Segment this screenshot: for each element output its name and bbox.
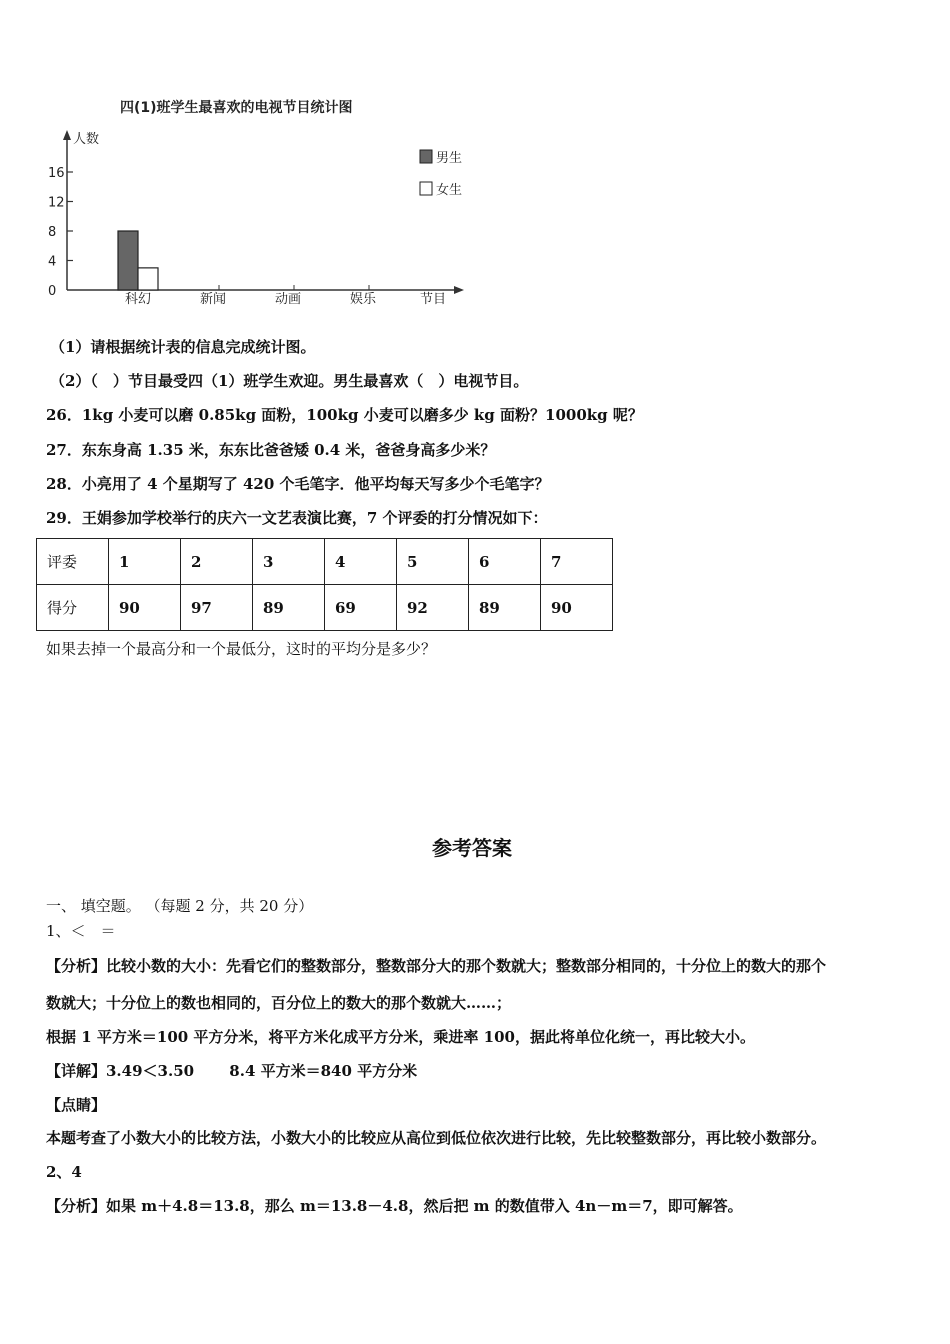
answer-1-analysis-line-2: 数就大；十分位上的数也相同的，百分位上的数大的那个数就大……； [46,994,512,1012]
answer-1: 1、＜ ＝ [46,922,116,940]
question-26: 26．1kg 小麦可以磨 0.85kg 面粉，100kg 小麦可以磨多少 kg 面粉？1000kg 呢？ [46,406,643,424]
answer-1-comment-heading: 【点睛】 [46,1096,107,1114]
answer-2-analysis: 【分析】如果 m＋4.8＝13.8，那么 m＝13.8－4.8，然后把 m 的数值带入 4n－m＝7，即可解答。 [46,1197,743,1215]
table-cell: 5 [397,539,469,585]
x-category-label: 科幻 [124,292,152,307]
question-25-part-1: （1）请根据统计表的信息完成统计图。 [50,338,316,356]
answer-1-analysis-line-3: 根据 1 平方米＝100 平方分米，将平方米化成平方分米，乘进率 100，据此将单位化统一，再比较大小。 [46,1028,755,1046]
table-cell-label: 得分 [37,585,109,631]
tv-program-bar-chart [40,90,480,315]
table-cell: 97 [181,585,253,631]
legend-girls-label: 女生 [436,183,463,198]
table-cell: 4 [325,539,397,585]
x-axis-arrow-icon [454,286,464,294]
x-category-label: 新闻 [199,292,227,307]
table-row-judges [37,539,613,585]
y-tick-label: 0 [48,284,57,299]
question-28: 28．小亮用了 4 个星期写了 420 个毛笔字．他平均每天写多少个毛笔字？ [46,475,550,493]
table-cell: 1 [109,539,181,585]
table-cell: 6 [469,539,541,585]
table-row-scores [37,585,613,631]
y-tick-label: 4 [48,254,57,270]
table-cell: 89 [253,585,325,631]
legend-boys-swatch [420,150,432,163]
table-cell: 2 [181,539,253,585]
y-axis-arrow-icon [63,130,71,140]
table-cell: 7 [541,539,613,585]
answer-1-analysis-line-1: 【分析】比较小数的大小：先看它们的整数部分，整数部分大的那个数就大；整数部分相同的，十分位上的数大的那个 [46,957,827,975]
answer-1-detail: 【详解】3.49＜3.50 8.4 平方米＝840 平方分米 [46,1062,418,1080]
table-cell-label: 评委 [37,539,109,585]
answers-title: 参考答案 [432,836,512,860]
table-cell: 89 [469,585,541,631]
y-tick-label: 16 [48,166,65,181]
table-cell: 92 [397,585,469,631]
score-table [36,538,613,631]
bar-girls [138,268,158,290]
y-axis-label: 人数 [73,132,100,147]
question-29: 29．王娟参加学校举行的庆六一文艺表演比赛，7 个评委的打分情况如下： [46,509,548,527]
x-axis-label: 节目 [420,292,447,307]
x-category-label: 娱乐 [349,292,377,307]
answers-section-1-heading: 一、 填空题。 （每题 2 分，共 20 分） [46,897,314,915]
table-cell: 3 [253,539,325,585]
table-cell: 69 [325,585,397,631]
question-25-part-2: （2）（ ）节目最受四（1）班学生欢迎。男生最喜欢（ ）电视节目。 [50,372,529,390]
table-cell: 90 [541,585,613,631]
question-29-follow-up: 如果去掉一个最高分和一个最低分，这时的平均分是多少？ [46,640,437,658]
question-27: 27．东东身高 1.35 米，东东比爸爸矮 0.4 米，爸爸身高多少米？ [46,441,496,459]
x-category-label: 动画 [274,292,302,307]
legend-boys-label: 男生 [436,151,463,166]
answer-2: 2、4 [46,1163,82,1181]
chart-title: 四(1)班学生最喜欢的电视节目统计图 [120,100,353,116]
table-cell: 90 [109,585,181,631]
y-tick-label: 12 [48,195,65,211]
legend-girls-swatch [420,182,432,195]
y-tick-label: 8 [48,225,57,240]
answer-1-comment-text: 本题考查了小数大小的比较方法，小数大小的比较应从高位到低位依次进行比较，先比较整数部分，再比较小数部分。 [46,1129,827,1147]
bar-boys [118,231,138,290]
